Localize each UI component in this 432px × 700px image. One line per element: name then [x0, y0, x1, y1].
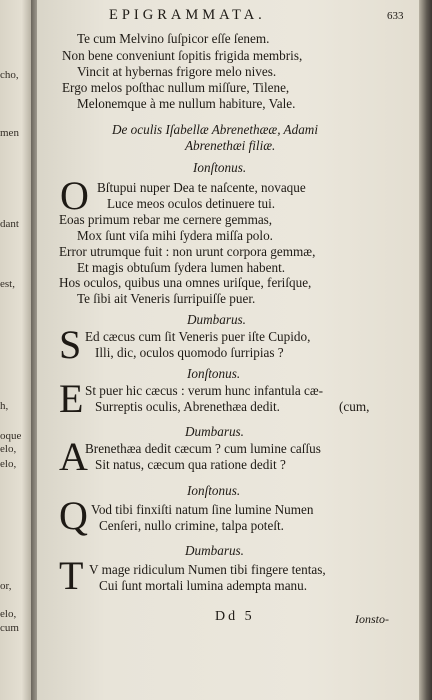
verse-line: Vod tibi finxiſti natum ſine lumine Numen: [91, 502, 314, 517]
verse-line: Brenethæa dedit cæcum ? cum lumine caſſus: [85, 441, 321, 456]
speaker-name: Dumbarus.: [185, 543, 244, 558]
prev-page-fragment: cho,: [0, 69, 19, 81]
verse-line: St puer hic cæcus : verum hunc infantula cæ-: [85, 383, 324, 398]
prev-page-fragment: elo,: [0, 608, 17, 620]
epigram-title: Abrenethæi filiæ.: [185, 138, 276, 153]
verse-line: Ed cæcus cum ſit Veneris puer iſte Cupido,: [85, 329, 311, 344]
prev-page-fragment: est,: [0, 278, 15, 290]
verse-line: Cui ſunt mortali lumina adempta manu.: [99, 578, 308, 593]
prev-page-fragment: cum: [0, 622, 19, 634]
verse-line: Te ſibi ait Veneris ſurripuiſſe puer.: [77, 291, 256, 306]
signature-mark: Dd 5: [215, 609, 255, 624]
verse-line: Mox ſunt viſa mihi ſydera miſſa polo.: [77, 228, 273, 243]
drop-cap: A: [59, 434, 88, 479]
verse-line: Melonemque à me nullum habiture, Vale.: [77, 96, 296, 111]
page-edge-shadow: [419, 0, 432, 700]
prev-page-fragment: dant: [0, 218, 19, 230]
book-page: [37, 0, 419, 700]
verse-line: V mage ridiculum Numen tibi fingere tentas,: [89, 562, 326, 577]
prev-page-fragment: men: [0, 127, 19, 139]
verse-line: Illi, dic, oculos quomodo ſurripias ?: [95, 345, 284, 360]
drop-cap: O: [60, 173, 89, 218]
speaker-name: Ionſtonus.: [187, 483, 241, 498]
running-header: EPIGRAMMATA.: [109, 7, 266, 23]
prev-page-fragment: h,: [0, 400, 9, 412]
verse-line: Non bene conveniunt ſopitis frigida membris,: [62, 48, 303, 63]
verse-line: Ergo melos poſthac nullum miſſure, Tilene,: [62, 80, 290, 95]
previous-page-edge: [0, 0, 31, 700]
verse-line: Cenſeri, nullo crimine, talpa poteſt.: [99, 518, 284, 533]
drop-cap: E: [59, 376, 84, 421]
drop-cap: T: [59, 553, 84, 598]
speaker-name: Dumbarus.: [187, 312, 246, 327]
prev-page-fragment: elo,: [0, 443, 17, 455]
drop-cap: S: [59, 322, 82, 367]
verse-line: Vincit at hybernas frigore melo nives.: [77, 64, 277, 79]
prev-page-fragment: or,: [0, 580, 12, 592]
verse-line: Te cum Melvino ſuſpicor eſſe ſenem.: [77, 31, 270, 46]
verse-line: Error utrumque fuit : non urunt corpora gemmæ,: [59, 244, 316, 259]
speaker-name: Ionſtonus.: [193, 160, 247, 175]
prev-page-fragment: oque: [0, 430, 22, 442]
epigram-title: De oculis Iſabellæ Abrenethææ, Adami: [112, 122, 318, 137]
verse-line: Sit natus, cæcum qua ratione dedit ?: [95, 457, 286, 472]
verse-line: Bſtupui nuper Dea te naſcente, novaque: [97, 180, 306, 195]
prev-page-fragment: elo,: [0, 458, 17, 470]
verse-line: Et magis obtuſum ſydera lumen habent.: [77, 260, 286, 275]
verse-line: Surreptis oculis, Abrenethæa dedit.: [95, 399, 280, 414]
verse-line: Hos oculos, quibus una omnes uriſque, feriſque,: [59, 275, 312, 290]
verse-line: Eoas primum rebar me cernere gemmas,: [59, 212, 273, 227]
drop-cap: Q: [59, 493, 88, 538]
speaker-name: Ionſtonus.: [187, 366, 241, 381]
verse-line: Luce meos oculos detinuere tui.: [107, 196, 276, 211]
verse-line-turnover: (cum,: [339, 399, 370, 414]
catchword: Ionsto-: [355, 612, 389, 626]
page-number: 633: [387, 10, 404, 22]
speaker-name: Dumbarus.: [185, 424, 244, 439]
